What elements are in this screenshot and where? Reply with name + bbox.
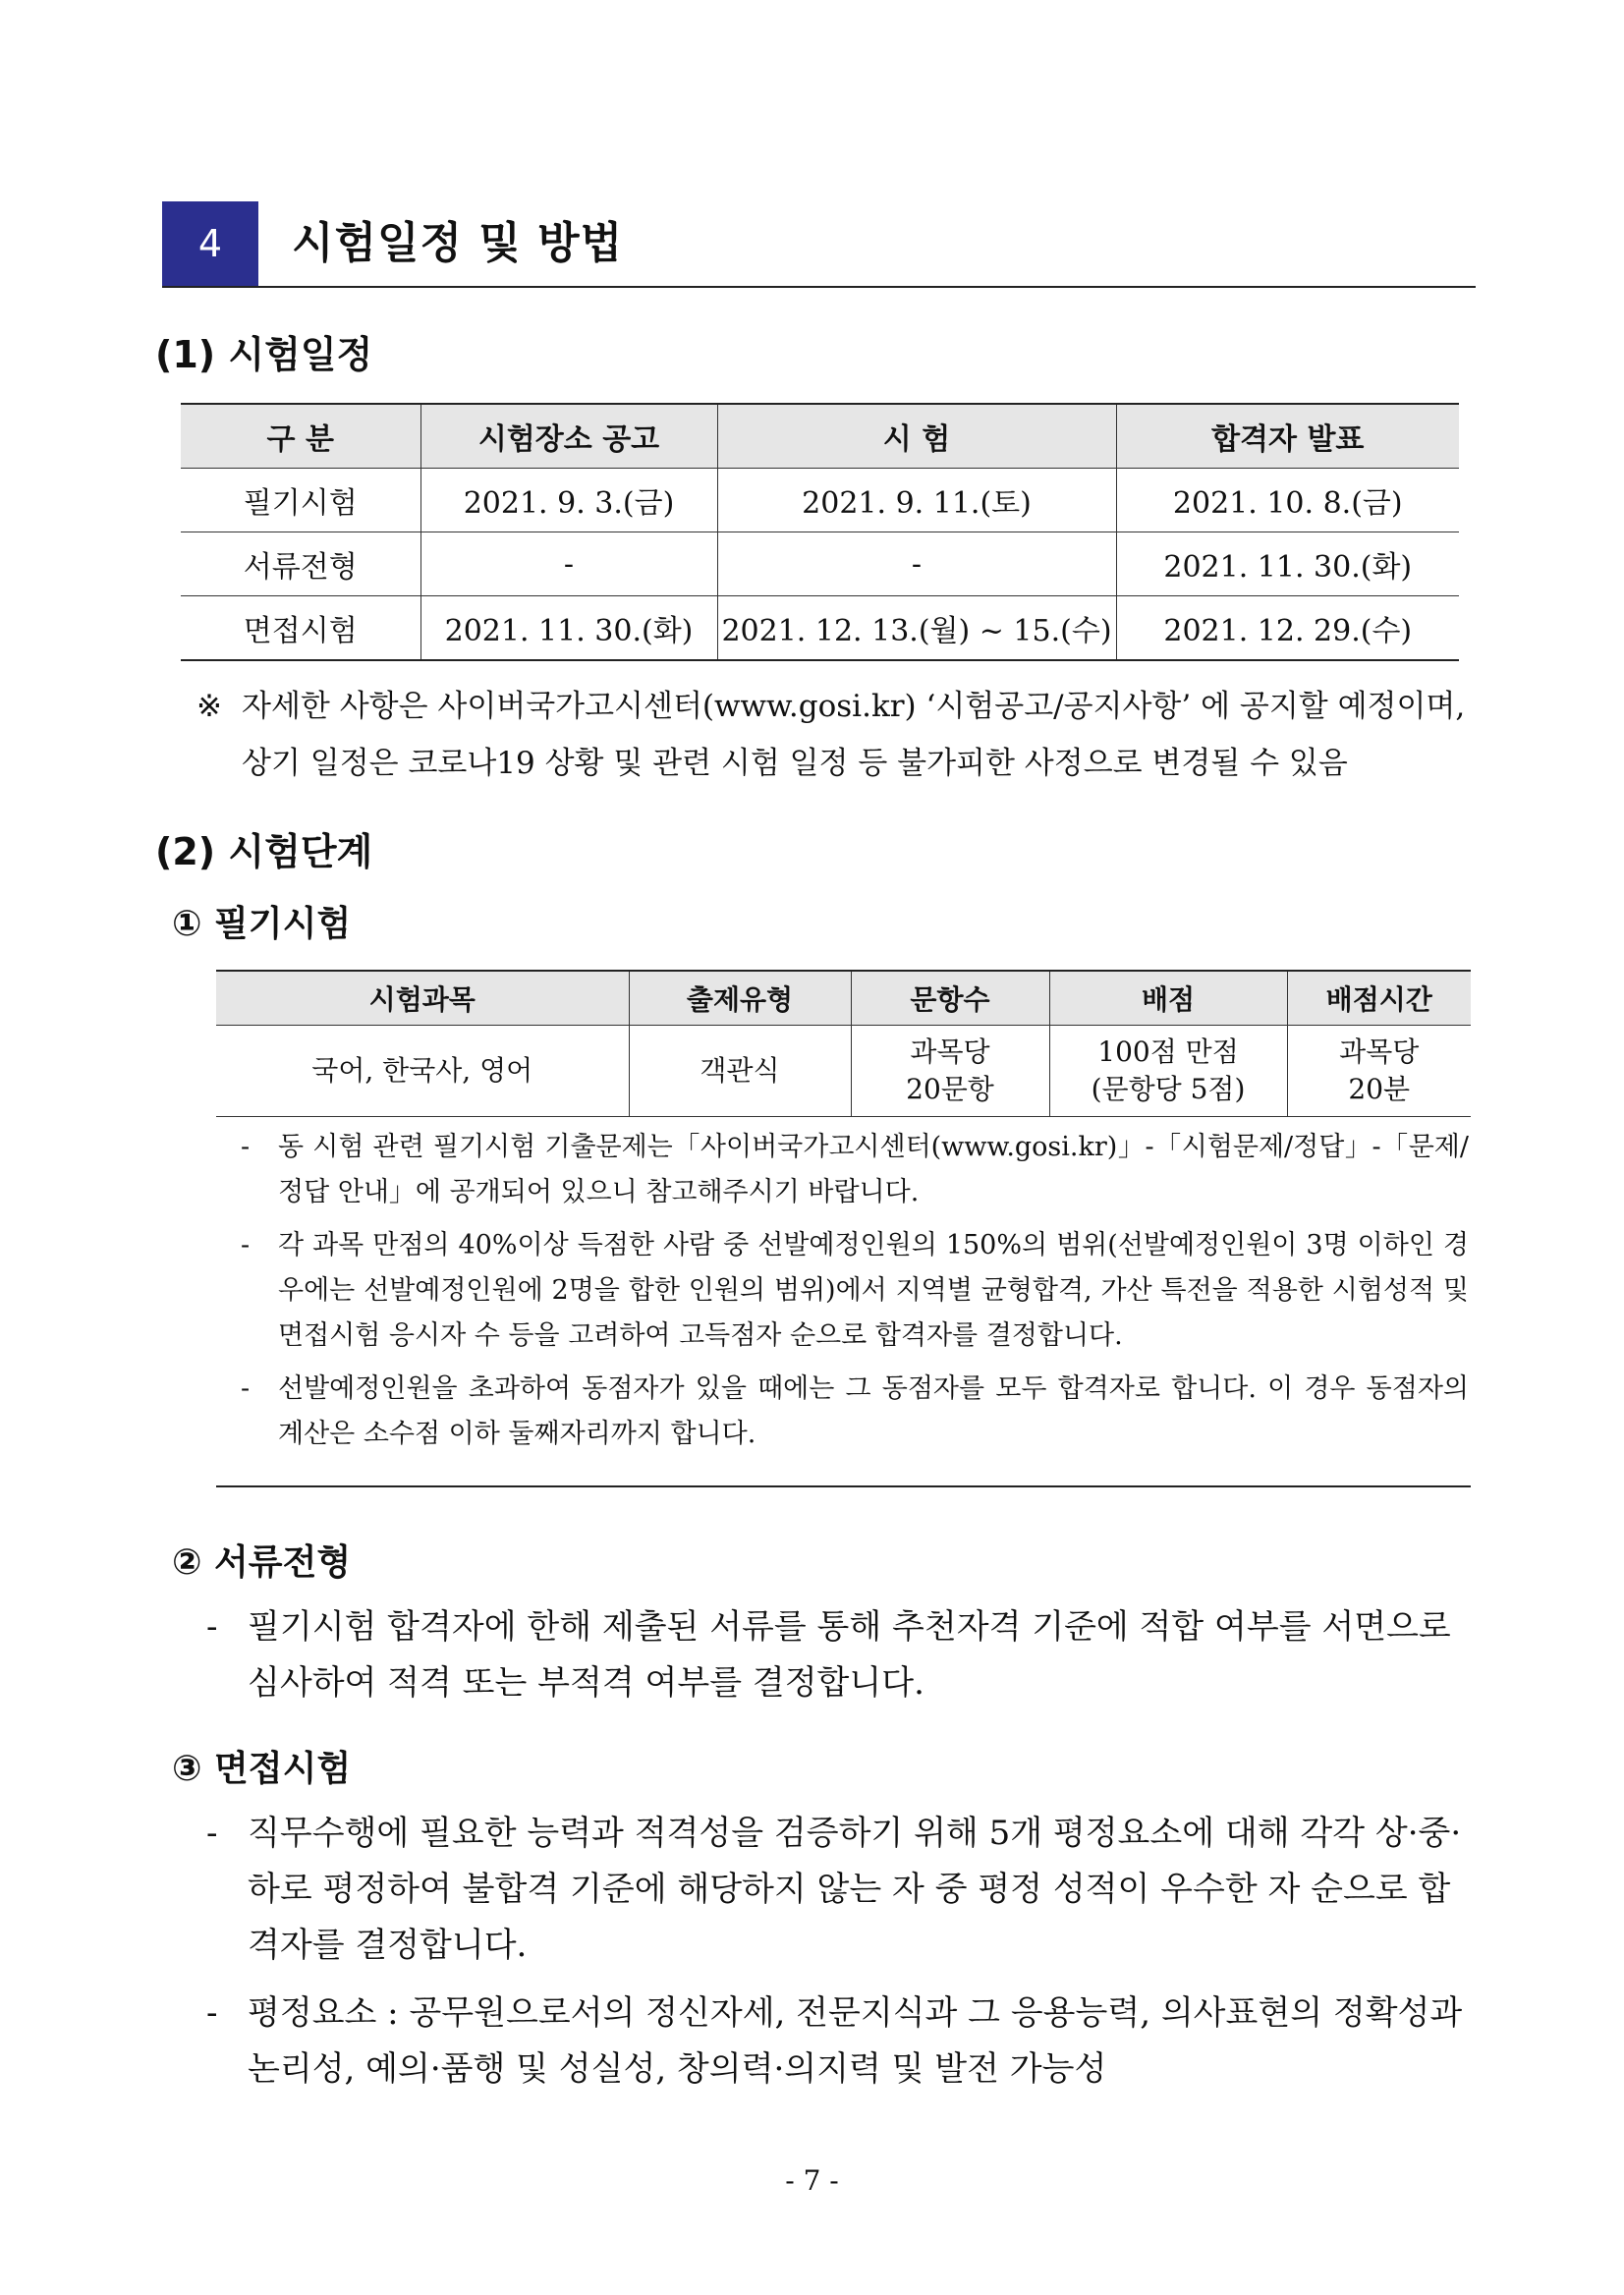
section-number-badge: 4 <box>162 201 258 286</box>
written-col-time: 배점시간 <box>1287 971 1471 1026</box>
table-cell: 필기시험 <box>181 469 420 532</box>
document-screening-heading: ② 서류전형 <box>172 1542 352 1583</box>
written-count <box>851 1026 1049 1117</box>
table-cell: 2021. 11. 30.(화) <box>1116 532 1459 596</box>
list-item <box>241 1223 1469 1359</box>
dash-bullet-icon: - <box>241 1132 251 1162</box>
interview-note-1: 직무수행에 필요한 능력과 적격성을 검증하기 위해 5개 평정요소에 대해 각각 상·중·하로 평정하여 불합격 기준에 해당하지 않는 자 중 평정 성적이 우수한 자 순으로 합격자를 결정합니다. <box>248 1814 1462 1965</box>
written-time-line-2: 20분 <box>1348 1073 1411 1105</box>
written-col-count: 문항수 <box>851 971 1049 1026</box>
interview-note-2: 평정요소 : 공무원으로서의 정신자세, 전문지식과 그 응용능력, 의사표현의 정확성과 논리성, 예의·품행 및 성실성, 창의력·의지력 및 발전 가능성 <box>248 1993 1463 2089</box>
dash-bullet-icon: - <box>206 1814 218 1853</box>
schedule-header-row <box>181 404 1459 469</box>
written-subjects: 국어, 한국사, 영어 <box>216 1026 629 1117</box>
written-score-line-1: 100점 만점 <box>1097 1036 1239 1068</box>
dash-bullet-icon: - <box>206 1607 218 1647</box>
table-cell: 2021. 12. 29.(수) <box>1116 596 1459 661</box>
written-count-line-1: 과목당 <box>910 1036 990 1068</box>
dash-bullet-icon: - <box>206 1993 218 2033</box>
section-header <box>162 201 1476 288</box>
list-item <box>206 1599 1479 1711</box>
table-row <box>181 596 1459 661</box>
written-col-score: 배점 <box>1049 971 1287 1026</box>
schedule-table <box>181 403 1459 661</box>
schedule-note-line-2: 상기 일정은 코로나19 상황 및 관련 시험 일정 등 불가피한 사정으로 변경될 수 있음 <box>242 746 1348 781</box>
reference-mark-icon: ※ <box>196 689 222 724</box>
table-cell: - <box>420 532 717 596</box>
table-cell: 2021. 12. 13.(월) ~ 15.(수) <box>717 596 1116 661</box>
written-exam-heading: ① 필기시험 <box>172 904 352 944</box>
written-note-1: 동 시험 관련 필기시험 기출문제는「사이버국가고시센터(www.gosi.kr)」-「시험문제/정답」-「문제/정답 안내」에 공개되어 있으니 참고해주시기 바랍니다. <box>278 1132 1469 1207</box>
section-title: 시험일정 및 방법 <box>292 218 624 268</box>
page-number: - 7 - <box>785 2164 839 2197</box>
written-header-row <box>216 971 1471 1026</box>
written-time <box>1287 1026 1471 1117</box>
table-cell: 2021. 9. 11.(토) <box>717 469 1116 532</box>
document-screening-notes <box>206 1599 1479 1723</box>
section-divider <box>216 1485 1471 1487</box>
table-row <box>181 532 1459 596</box>
list-item <box>241 1125 1469 1215</box>
list-item <box>206 1986 1479 2098</box>
written-score <box>1049 1026 1287 1117</box>
interview-heading: ③ 면접시험 <box>172 1749 352 1789</box>
dash-bullet-icon: - <box>241 1230 251 1260</box>
written-score-line-2: (문항당 5점) <box>1091 1073 1246 1105</box>
written-exam-notes <box>241 1125 1469 1457</box>
schedule-col-venue-notice: 시험장소 공고 <box>420 404 717 469</box>
written-col-type: 출제유형 <box>629 971 851 1026</box>
written-exam-table <box>216 970 1471 1117</box>
table-row <box>216 1026 1471 1117</box>
table-cell: - <box>717 532 1116 596</box>
table-cell: 2021. 11. 30.(화) <box>420 596 717 661</box>
list-item <box>206 1806 1479 1974</box>
written-note-2: 각 과목 만점의 40%이상 득점한 사람 중 선발예정인원의 150%의 범위(선발예정인원이 3명 이하인 경우에는 선발예정인원에 2명을 합한 인원의 범위)에서 지역별 균형합격, 가산 특전을 적용한 시험성적 및 면접시험 응시자 수 등을 고려하여 고득점자 순으로 합격자를 결정합니다. <box>278 1230 1469 1351</box>
table-cell: 2021. 9. 3.(금) <box>420 469 717 532</box>
table-row <box>181 469 1459 532</box>
schedule-col-exam: 시 험 <box>717 404 1116 469</box>
schedule-col-category: 구 분 <box>181 404 420 469</box>
written-count-line-2: 20문항 <box>906 1073 994 1105</box>
dash-bullet-icon: - <box>241 1373 251 1404</box>
written-note-3: 선발예정인원을 초과하여 동점자가 있을 때에는 그 동점자를 모두 합격자로 합니다. 이 경우 동점자의 계산은 소수점 이하 둘째자리까지 합니다. <box>278 1373 1469 1449</box>
interview-notes <box>206 1806 1479 2109</box>
stages-heading: (2) 시험단계 <box>155 830 373 873</box>
written-col-subjects: 시험과목 <box>216 971 629 1026</box>
schedule-note-line-1: 자세한 사항은 사이버국가고시센터(www.gosi.kr) ‘시험공고/공지사항’ 에 공지할 예정이며, <box>242 689 1466 724</box>
schedule-note <box>196 678 1484 792</box>
written-type: 객관식 <box>629 1026 851 1117</box>
table-cell: 면접시험 <box>181 596 420 661</box>
table-cell: 2021. 10. 8.(금) <box>1116 469 1459 532</box>
schedule-col-result: 합격자 발표 <box>1116 404 1459 469</box>
written-time-line-1: 과목당 <box>1339 1036 1420 1068</box>
table-cell: 서류전형 <box>181 532 420 596</box>
schedule-heading: (1) 시험일정 <box>155 333 373 376</box>
document-note-1: 필기시험 합격자에 한해 제출된 서류를 통해 추천자격 기준에 적합 여부를 서면으로 심사하여 적격 또는 부적격 여부를 결정합니다. <box>248 1607 1451 1703</box>
list-item <box>241 1367 1469 1457</box>
